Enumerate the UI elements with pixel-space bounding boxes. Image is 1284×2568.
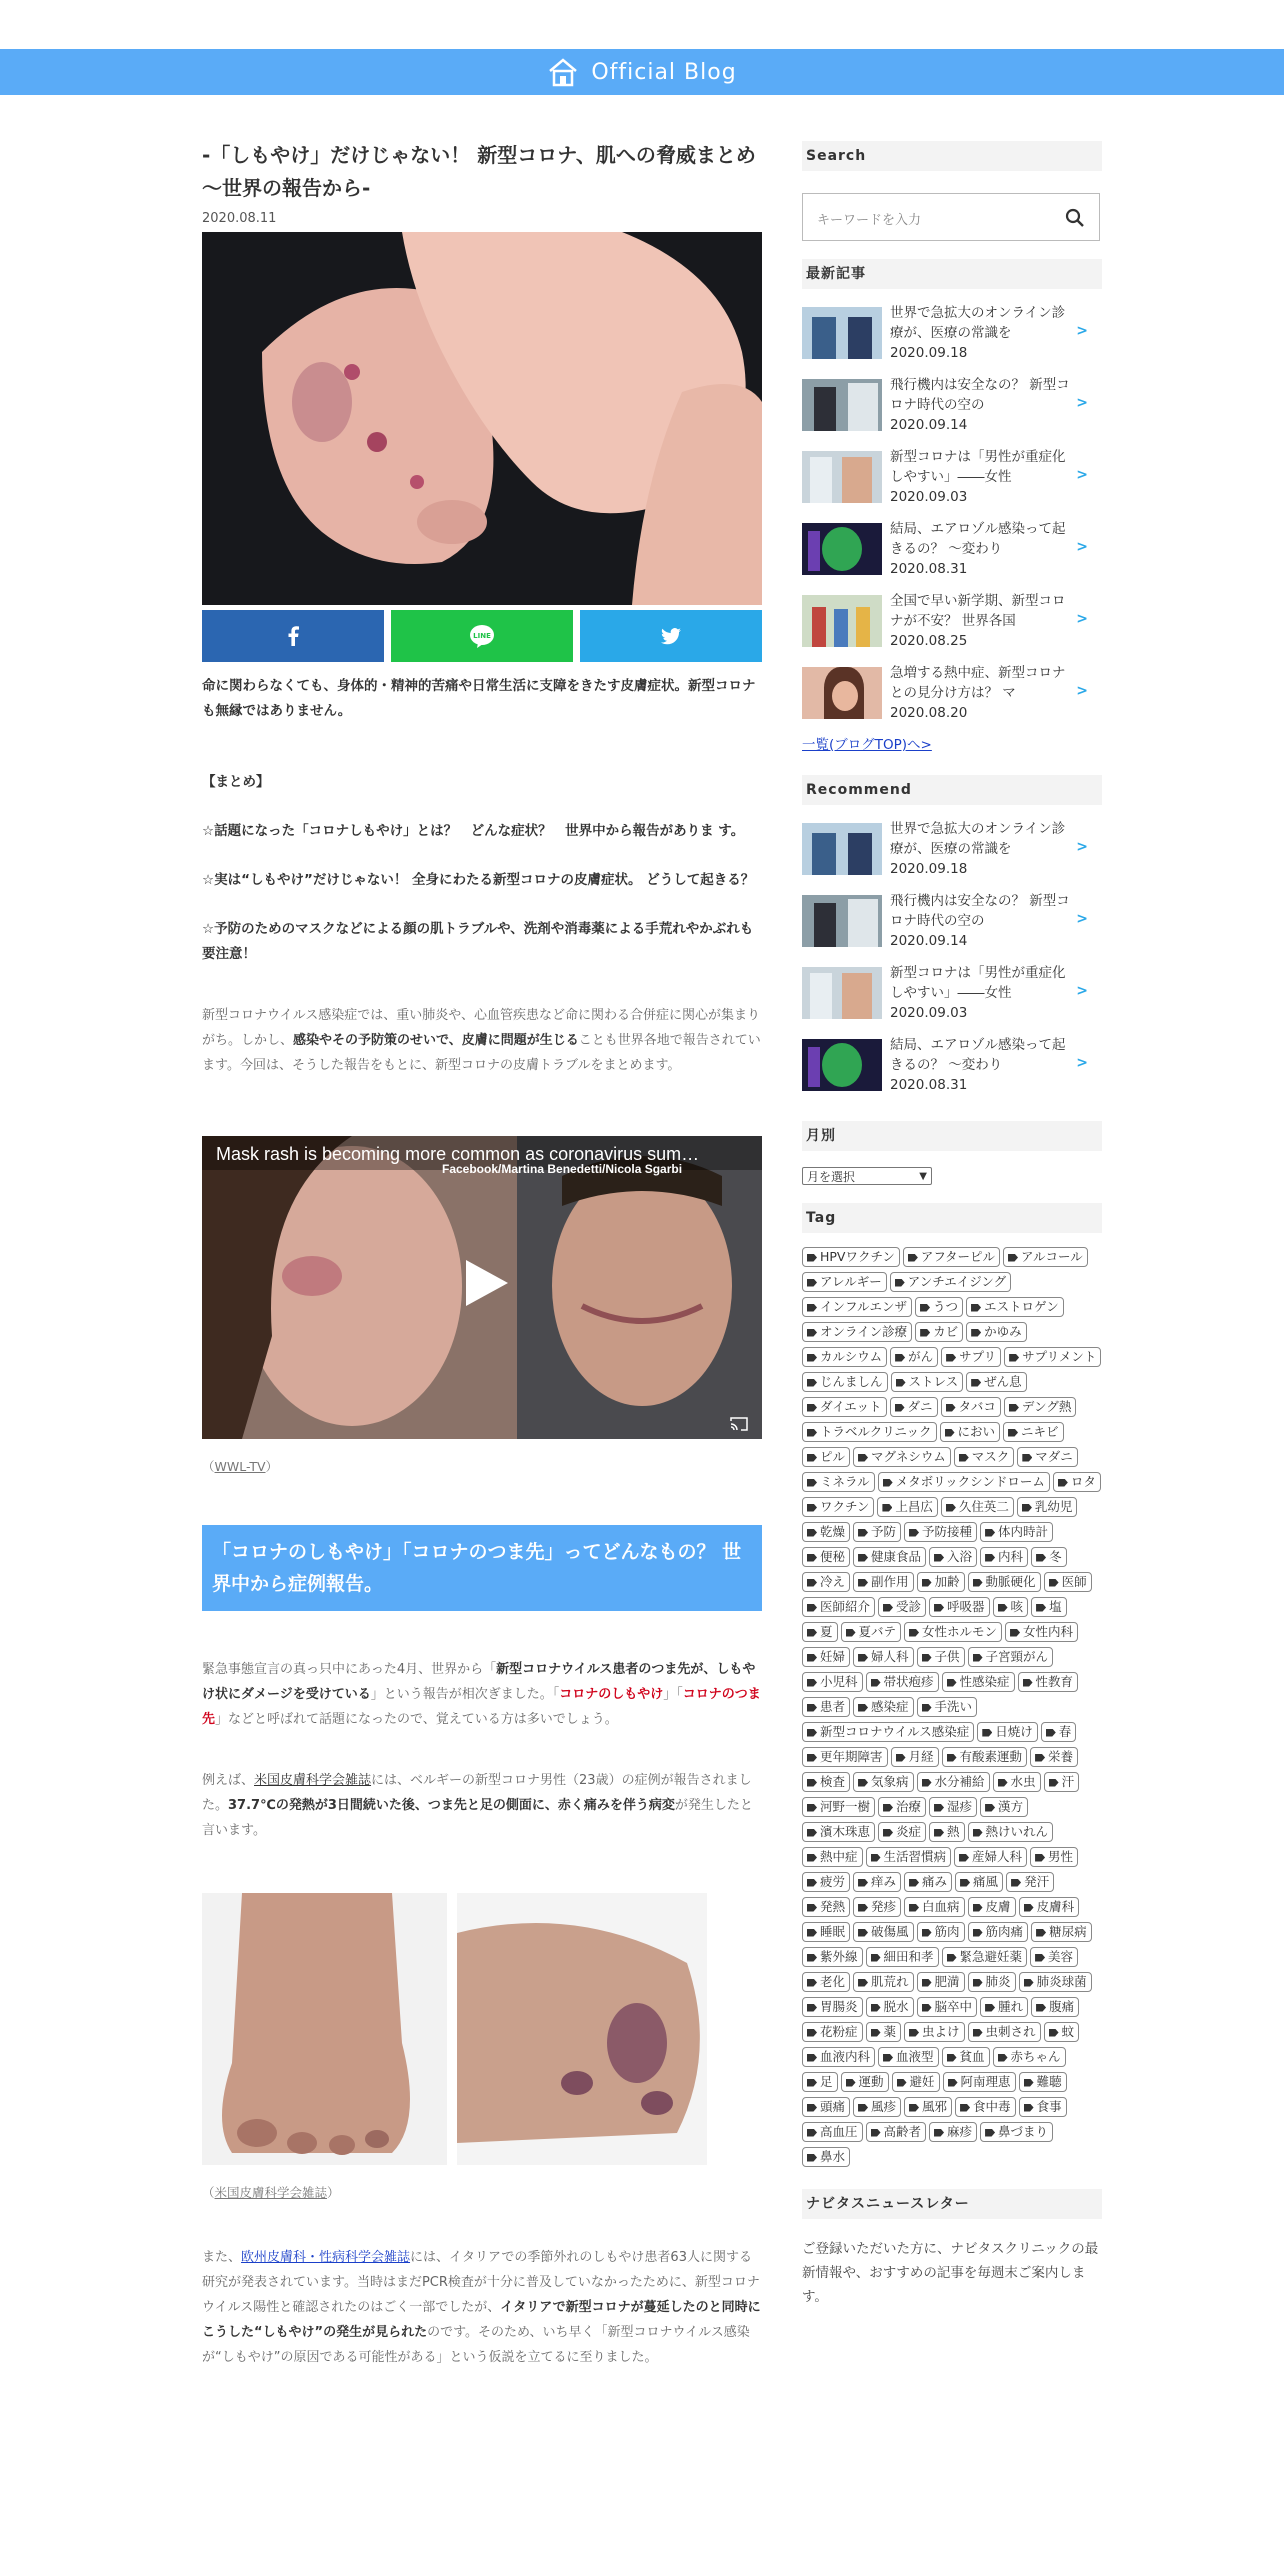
tag-item[interactable]: 副作用 <box>853 1572 914 1592</box>
facebook-icon <box>287 626 299 646</box>
case-images <box>202 1893 762 2165</box>
tag-item[interactable]: 痒み <box>853 1872 901 1892</box>
tag-item[interactable]: 受診 <box>878 1597 926 1617</box>
tag-item[interactable]: 熱 <box>929 1822 965 1842</box>
post-date: 2020.09.03 <box>890 489 968 505</box>
tag-item[interactable]: ワクチン <box>802 1497 874 1517</box>
article-title: -「しもやけ」だけじゃない！ 新型コロナ、肌への脅威まとめ ～世界の報告から- <box>202 143 776 200</box>
house-logo-icon <box>547 57 579 87</box>
journal-link[interactable]: 欧州皮膚科・性病科学会雑誌 <box>241 2250 411 2265</box>
image-source-link[interactable]: 米国皮膚科学会雑誌 <box>214 2185 328 2200</box>
video-credit: Facebook/Martina Benedetti/Nicola Sgarbi <box>442 1162 683 1176</box>
tag-item[interactable]: 食中毒 <box>955 2097 1016 2117</box>
chevron-right-icon: > <box>1076 395 1088 411</box>
tag-item[interactable]: 肌荒れ <box>853 1972 914 1992</box>
recommend-heading: Recommend <box>802 775 1102 805</box>
tag-item[interactable]: デング熱 <box>1004 1397 1077 1417</box>
tag-item[interactable]: 血液型 <box>878 2047 939 2067</box>
tag-item[interactable]: 痛風 <box>955 1872 1003 1892</box>
post-title[interactable]: 飛行機内は安全なの？ 新型コロナ時代の空の <box>890 893 1070 929</box>
recent-post[interactable] <box>802 297 1102 369</box>
tag-item[interactable]: アレルギー <box>802 1272 887 1292</box>
tag-item[interactable]: マダニ <box>1017 1447 1078 1467</box>
tag-item[interactable]: 肺炎球菌 <box>1019 1972 1092 1992</box>
post-title[interactable]: 全国で早い新学期、新型コロナが不安？ 世界各国 <box>890 593 1066 629</box>
recent-post[interactable] <box>802 657 1102 729</box>
tag-item[interactable]: トラベルクリニック <box>802 1422 937 1442</box>
chevron-right-icon: > <box>1076 539 1088 555</box>
post-thumbnail <box>802 451 882 503</box>
tag-item[interactable]: 発汗 <box>1006 1872 1054 1892</box>
summary-heading: 【まとめ】 <box>202 774 270 790</box>
tag-item[interactable]: 上昌広 <box>877 1497 938 1517</box>
red-emphasis: コロナのしもやけ <box>559 1687 664 1702</box>
newsletter-heading: ナビタスニュースレター <box>802 2189 1102 2219</box>
tag-item[interactable]: HPVワクチン <box>802 1247 900 1267</box>
tag-item[interactable]: 手洗い <box>917 1697 978 1717</box>
search-icon[interactable] <box>1065 208 1085 228</box>
post-date: 2020.09.03 <box>890 1005 968 1021</box>
tag-item[interactable]: 食事 <box>1019 2097 1067 2117</box>
post-title[interactable]: 新型コロナは「男性が重症化しやすい」――女性 <box>890 965 1066 1001</box>
tag-item[interactable]: 老化 <box>802 1972 850 1992</box>
tag-item[interactable]: 花粉症 <box>802 2022 863 2042</box>
tag-item[interactable]: ダイエット <box>802 1397 887 1417</box>
tag-item[interactable]: 頭痛 <box>802 2097 850 2117</box>
video-source-link[interactable]: WWL-TV <box>214 1459 266 1474</box>
tag-item[interactable]: 産婦人科 <box>954 1847 1027 1867</box>
tag-item[interactable]: 男性 <box>1030 1847 1078 1867</box>
tag-item[interactable]: うつ <box>915 1297 963 1317</box>
chevron-right-icon: > <box>1076 911 1088 927</box>
tag-item[interactable]: ピル <box>802 1447 850 1467</box>
tag-item[interactable]: 破傷風 <box>853 1922 914 1942</box>
tag-item[interactable]: 小児科 <box>802 1672 863 1692</box>
post-thumbnail <box>802 523 882 575</box>
tag-item[interactable]: ストレス <box>891 1372 964 1392</box>
recommend-post[interactable] <box>802 957 1102 1029</box>
twitter-icon <box>661 628 681 645</box>
lead-text: 新型コロナウイルス感染症では、重い肺炎や、心血管疾患など命に関わる合併症に関心が集まりがち。しかし、 <box>202 1008 760 1048</box>
article-intro: 命に関わらなくても、身体的・精神的苦痛や日常生活に支障をきたす皮膚症状。新型コロナも無縁ではありません。 <box>202 678 756 719</box>
post-date: 2020.09.18 <box>890 345 968 361</box>
tag-item[interactable]: サプリ <box>941 1347 1001 1367</box>
line-icon <box>469 624 495 648</box>
body-paragraph <box>202 1768 762 1843</box>
tag-item[interactable]: 乾燥 <box>802 1522 850 1542</box>
post-title[interactable]: 飛行機内は安全なの？ 新型コロナ時代の空の <box>890 377 1070 413</box>
tag-item[interactable]: 検査 <box>802 1772 850 1792</box>
lead-paragraph <box>202 1003 762 1078</box>
tag-item[interactable]: 感染症 <box>853 1697 914 1717</box>
tag-item[interactable]: 乳幼児 <box>1017 1497 1078 1517</box>
recommend-post[interactable] <box>802 1029 1102 1101</box>
post-thumbnail <box>802 823 882 875</box>
tag-item[interactable]: 漢方 <box>980 1797 1028 1817</box>
newsletter-text: ご登録いただいた方に、ナビタスクリニックの最新情報や、おすすめの記事を毎週末ご案内します。 <box>802 2241 1099 2305</box>
recommend-post[interactable] <box>802 885 1102 957</box>
search-input[interactable] <box>802 193 1100 241</box>
tag-item[interactable]: 運動 <box>841 2072 889 2092</box>
tag-item[interactable]: 帯状疱疹 <box>866 1672 939 1692</box>
body-text: また、 <box>202 2250 242 2265</box>
twitter-share-button[interactable] <box>580 610 762 662</box>
tag-item[interactable]: アルコール <box>1003 1247 1088 1267</box>
tag-heading: Tag <box>802 1203 1102 1233</box>
chevron-down-icon: ▼ <box>919 1171 927 1182</box>
recommend-post[interactable] <box>802 813 1102 885</box>
body-emphasis: 新型コロナウイルス患者のつま先が、しもやけ状にダメージを受けている <box>202 1662 756 1702</box>
section-heading: 「コロナのしもやけ」「コロナのつま先」ってどんなもの？ 世界中から症例報告。 <box>202 1525 762 1611</box>
tag-item[interactable]: 脱水 <box>866 1997 914 2017</box>
post-date: 2020.08.20 <box>890 705 968 721</box>
share-bar <box>202 610 762 662</box>
article <box>202 95 776 2370</box>
tag-item[interactable]: 虫よけ <box>904 2022 965 2042</box>
recent-post[interactable] <box>802 441 1102 513</box>
tag-item[interactable]: 高血圧 <box>802 2122 863 2142</box>
post-thumbnail <box>802 307 882 359</box>
hero-image <box>202 232 762 605</box>
tag-item[interactable]: 皮膚科 <box>1019 1897 1080 1917</box>
facebook-share-button[interactable] <box>202 610 384 662</box>
post-title[interactable]: 世界で急拡大のオンライン診療が、医療の常識を <box>890 821 1066 857</box>
tag-cloud <box>802 1247 1102 2167</box>
tag-item[interactable]: 鼻づまり <box>980 2122 1053 2142</box>
tag-item[interactable]: 咳 <box>993 1597 1029 1617</box>
line-share-button[interactable] <box>391 610 573 662</box>
tag-item[interactable]: 月経 <box>891 1747 939 1767</box>
chevron-right-icon: > <box>1076 323 1088 339</box>
body-text: が発生したと言います。 <box>202 1798 753 1838</box>
post-thumbnail <box>802 1039 882 1091</box>
post-thumbnail <box>802 895 882 947</box>
tag-item[interactable]: 女性内科 <box>1005 1622 1078 1642</box>
tag-item[interactable]: ロタ <box>1053 1472 1101 1492</box>
tag-item[interactable]: 風邪 <box>904 2097 952 2117</box>
tag-item[interactable]: 塩 <box>1031 1597 1067 1617</box>
post-title[interactable]: 世界で急拡大のオンライン診療が、医療の常識を <box>890 305 1066 341</box>
tag-item[interactable]: 熱中症 <box>802 1847 863 1867</box>
tag-item[interactable]: 冷え <box>802 1572 850 1592</box>
svg-text:LINE: LINE <box>473 632 491 640</box>
tag-item[interactable]: 子供 <box>917 1647 965 1667</box>
tag-item[interactable]: 治療 <box>878 1797 926 1817</box>
body-text: には、ベルギーの新型コロナ男性（23歳）の症例が報告されました。 <box>202 1773 752 1813</box>
tag-item[interactable]: 貧血 <box>942 2047 990 2067</box>
tag-item[interactable]: カルシウム <box>802 1347 887 1367</box>
case-image-left <box>202 1893 447 2165</box>
tag-item[interactable]: 薬 <box>866 2022 902 2042</box>
body-text: には、イタリアでの季節外れのしもやけ患者63人に関する研究が発表されています。当時はまだPCR検査が十分に普及していなかったために、新型コロナウイルス陽性と確認されたのはごく一部でしたが、 <box>202 2250 760 2315</box>
sidebar <box>802 95 1102 2309</box>
tag-item[interactable]: 気象病 <box>853 1772 914 1792</box>
tag-item[interactable]: 新型コロナウイルス感染症 <box>802 1722 974 1742</box>
tag-item[interactable]: 睡眠 <box>802 1922 850 1942</box>
tag-item[interactable]: 栄養 <box>1030 1747 1078 1767</box>
monthly-heading: 月別 <box>802 1121 1102 1151</box>
tag-item[interactable]: メタボリックシンドローム <box>878 1472 1050 1492</box>
red-emphasis: コロナのつま先 <box>202 1687 761 1727</box>
month-select[interactable] <box>802 1167 932 1185</box>
tag-item[interactable]: 発疹 <box>853 1897 901 1917</box>
video-title[interactable]: Mask rash is becoming more common as coronavirus sum… <box>216 1144 700 1164</box>
tag-item[interactable]: 蚊 <box>1044 2022 1080 2042</box>
tag-item[interactable]: 湿疹 <box>929 1797 977 1817</box>
blog-title[interactable]: Official Blog <box>591 59 737 85</box>
tag-item[interactable]: ミネラル <box>802 1472 875 1492</box>
post-title[interactable]: 結局、エアロゾル感染って起きるの？ ～変わり <box>890 1037 1066 1073</box>
tag-item[interactable]: サプリメント <box>1004 1347 1101 1367</box>
chevron-right-icon: > <box>1076 467 1088 483</box>
play-icon[interactable] <box>464 1258 510 1308</box>
tag-item[interactable]: 更年期障害 <box>802 1747 888 1767</box>
post-date: 2020.09.18 <box>890 861 968 877</box>
tag-item[interactable]: 肺炎 <box>968 1972 1016 1992</box>
video-player[interactable] <box>202 1136 762 1439</box>
body-text: 」という報告が相次ぎました。「 <box>370 1687 560 1702</box>
tag-item[interactable]: 筋肉 <box>917 1922 965 1942</box>
tag-item[interactable]: 医師 <box>1044 1572 1092 1592</box>
tag-item[interactable]: 鼻水 <box>802 2147 850 2167</box>
tag-item[interactable]: マグネシウム <box>853 1447 951 1467</box>
post-date: 2020.08.25 <box>890 633 968 649</box>
tag-item[interactable]: におい <box>940 1422 1001 1442</box>
search-placeholder: キーワードを入力 <box>817 213 922 228</box>
tag-item[interactable]: かゆみ <box>966 1322 1027 1342</box>
body-text: 例えば、 <box>202 1773 255 1788</box>
tag-item[interactable]: 糖尿病 <box>1031 1922 1092 1942</box>
chevron-right-icon: > <box>1076 983 1088 999</box>
tag-item[interactable]: 避妊 <box>892 2072 940 2092</box>
tag-item[interactable]: 子宮頸がん <box>968 1647 1054 1667</box>
tag-item[interactable]: 紫外線 <box>802 1947 863 1967</box>
tag-item[interactable]: 細田和孝 <box>866 1947 939 1967</box>
recent-heading: 最新記事 <box>802 259 1102 289</box>
chevron-right-icon: > <box>1076 683 1088 699</box>
image-caption: （米国皮膚科学会雑誌） <box>202 2185 340 2200</box>
tag-item[interactable]: 汗 <box>1044 1772 1080 1792</box>
tag-item[interactable]: 性感染症 <box>942 1672 1015 1692</box>
tag-item[interactable]: 動脈硬化 <box>968 1572 1041 1592</box>
post-date: 2020.09.14 <box>890 417 968 433</box>
tag-item[interactable]: 高齢者 <box>866 2122 927 2142</box>
tag-item[interactable]: アンチエイジング <box>890 1272 1011 1292</box>
tag-item[interactable]: 難聴 <box>1019 2072 1067 2092</box>
tag-item[interactable]: 妊婦 <box>802 1647 850 1667</box>
tag-item[interactable]: 痛み <box>904 1872 952 1892</box>
post-thumbnail <box>802 967 882 1019</box>
body-text: 緊急事態宣言の真っ只中にあった4月、世界から「 <box>202 1662 497 1677</box>
post-thumbnail <box>802 667 882 719</box>
blog-top-link[interactable]: 一覧(ブログTOP)へ> <box>802 737 932 753</box>
tag-item[interactable]: 脳卒中 <box>917 1997 978 2017</box>
tag-item[interactable]: カビ <box>915 1322 963 1342</box>
tag-item[interactable]: 患者 <box>802 1697 850 1717</box>
tag-item[interactable]: 女性ホルモン <box>904 1622 1002 1642</box>
tag-item[interactable]: 水分補給 <box>917 1772 990 1792</box>
tag-item[interactable]: 白血病 <box>904 1897 965 1917</box>
article-date: 2020.08.11 <box>202 211 277 226</box>
tag-item[interactable]: 日焼け <box>977 1722 1038 1742</box>
chevron-right-icon: > <box>1076 611 1088 627</box>
tag-item[interactable]: 冬 <box>1031 1547 1067 1567</box>
summary-point: ☆予防のためのマスクなどによる顔の肌トラブルや、洗剤や消毒薬による手荒れやかぶれも要注意！ <box>202 921 754 962</box>
post-title[interactable]: 急増する熱中症、新型コロナとの見分け方は？ マ <box>890 665 1066 701</box>
cast-icon[interactable] <box>730 1417 748 1431</box>
chevron-right-icon: > <box>1076 839 1088 855</box>
post-date: 2020.09.14 <box>890 933 968 949</box>
tag-item[interactable]: オンライン診療 <box>802 1322 912 1342</box>
tag-item[interactable]: 入浴 <box>929 1547 977 1567</box>
chevron-right-icon: > <box>1076 1055 1088 1071</box>
tag-item[interactable]: がん <box>890 1347 938 1367</box>
tag-item[interactable]: 久住英二 <box>941 1497 1014 1517</box>
tag-item[interactable]: 夏バテ <box>841 1622 902 1642</box>
tag-item[interactable]: 生活習慣病 <box>866 1847 952 1867</box>
journal-link[interactable]: 米国皮膚科学会雑誌 <box>254 1773 372 1788</box>
tag-item[interactable]: 肥満 <box>917 1972 965 1992</box>
recent-post[interactable] <box>802 513 1102 585</box>
body-paragraph <box>202 1657 762 1732</box>
recommend-list <box>802 813 1102 1101</box>
tag-item[interactable]: 腹痛 <box>1031 1997 1079 2017</box>
body-paragraph <box>202 2245 762 2370</box>
tag-item[interactable]: エストロゲン <box>966 1297 1064 1317</box>
post-date: 2020.08.31 <box>890 561 968 577</box>
tag-item[interactable]: 内科 <box>980 1547 1028 1567</box>
tag-item[interactable]: アフターピル <box>903 1247 1000 1267</box>
tag-item[interactable]: 美容 <box>1030 1947 1078 1967</box>
tag-item[interactable]: 医師紹介 <box>802 1597 875 1617</box>
site-header[interactable] <box>0 49 1284 95</box>
post-thumbnail <box>802 379 882 431</box>
tag-item[interactable]: 皮膚 <box>968 1897 1016 1917</box>
lead-emphasis: 感染やその予防策のせいで、皮膚に問題が生じる <box>293 1033 579 1048</box>
tag-item[interactable]: 便秘 <box>802 1547 850 1567</box>
tag-item[interactable]: 風疹 <box>853 2097 901 2117</box>
tag-item[interactable]: 筋肉痛 <box>968 1922 1029 1942</box>
tag-item[interactable]: 血液内科 <box>802 2047 875 2067</box>
tag-item[interactable]: 婦人科 <box>853 1647 914 1667</box>
body-emphasis: イタリアで新型コロナが蔓延したのと同時にこうした“しもやけ”の発生が見られた <box>202 2300 761 2340</box>
tag-item[interactable]: 予防 <box>853 1522 901 1542</box>
tag-item[interactable]: 阿南理恵 <box>943 2072 1016 2092</box>
search-heading: Search <box>802 141 1102 171</box>
tag-item[interactable]: 緊急避妊薬 <box>942 1947 1028 1967</box>
tag-item[interactable]: ぜん息 <box>966 1372 1027 1392</box>
post-thumbnail <box>802 595 882 647</box>
tag-item[interactable]: 赤ちゃん <box>993 2047 1066 2067</box>
summary-point: ☆話題になった「コロナしもやけ」とは？ どんな症状？ 世界中から報告がありま す。 <box>202 823 745 839</box>
tag-item[interactable]: 体内時計 <box>980 1522 1053 1542</box>
tag-item[interactable]: 水虫 <box>993 1772 1041 1792</box>
tag-item[interactable]: 河野一樹 <box>802 1797 875 1817</box>
tag-item[interactable]: 熱けいれん <box>968 1822 1054 1842</box>
recent-post[interactable] <box>802 369 1102 441</box>
tag-item[interactable]: 有酸素運動 <box>942 1747 1028 1767</box>
tag-item[interactable]: 腫れ <box>980 1997 1028 2017</box>
tag-item[interactable]: じんましん <box>802 1372 888 1392</box>
post-title[interactable]: 新型コロナは「男性が重症化しやすい」――女性 <box>890 449 1066 485</box>
tag-item[interactable]: ニキビ <box>1003 1422 1064 1442</box>
lead-text: ことも世界各地で報告されています。今回は、そうした報告をもとに、新型コロナの皮膚トラブルをまとめます。 <box>202 1033 761 1073</box>
tag-item[interactable]: 疲労 <box>802 1872 850 1892</box>
tag-item[interactable]: 虫刺され <box>968 2022 1041 2042</box>
video-caption: （WWL-TV） <box>202 1459 279 1474</box>
tag-item[interactable]: 炎症 <box>878 1822 926 1842</box>
tag-item[interactable]: 麻疹 <box>929 2122 977 2142</box>
tag-item[interactable]: 濱木珠恵 <box>802 1822 875 1842</box>
tag-item[interactable]: 発熱 <box>802 1897 850 1917</box>
body-text: のです。そのため、いち早く「新型コロナウイルス感染が“しもやけ”の原因である可能性がある」という仮説を立てるに至りました。 <box>202 2325 750 2365</box>
month-select-value: 月を選択 <box>807 1170 856 1184</box>
tag-item[interactable]: 足 <box>802 2072 838 2092</box>
summary-point: ☆実は“しもやけ”だけじゃない！ 全身にわたる新型コロナの皮膚症状。 どうして起きる？ <box>202 872 755 888</box>
recent-post[interactable] <box>802 585 1102 657</box>
tag-item[interactable]: 予防接種 <box>904 1522 977 1542</box>
body-text: 」などと呼ばれて話題になったので、覚えている方は多いでしょう。 <box>215 1712 618 1727</box>
tag-item[interactable]: 健康食品 <box>853 1547 926 1567</box>
case-image-right <box>457 1893 707 2165</box>
tag-item[interactable]: 春 <box>1041 1722 1077 1742</box>
body-emphasis: 37.7℃の発熱が3日間続いた後、つま先と足の側面に、赤く痛みを伴う病変 <box>228 1798 675 1813</box>
tag-item[interactable]: 加齢 <box>917 1572 965 1592</box>
tag-item[interactable]: 呼吸器 <box>929 1597 990 1617</box>
tag-item[interactable]: 胃腸炎 <box>802 1997 863 2017</box>
tag-item[interactable]: タバコ <box>941 1397 1001 1417</box>
tag-item[interactable]: インフルエンザ <box>802 1297 912 1317</box>
post-date: 2020.08.31 <box>890 1077 968 1093</box>
tag-item[interactable]: 夏 <box>802 1622 838 1642</box>
post-title[interactable]: 結局、エアロゾル感染って起きるの？ ～変わり <box>890 521 1066 557</box>
tag-item[interactable]: ダニ <box>890 1397 938 1417</box>
body-text: 」「 <box>663 1687 683 1702</box>
recent-list <box>802 297 1102 729</box>
tag-item[interactable]: マスク <box>954 1447 1015 1467</box>
tag-item[interactable]: 性教育 <box>1018 1672 1079 1692</box>
